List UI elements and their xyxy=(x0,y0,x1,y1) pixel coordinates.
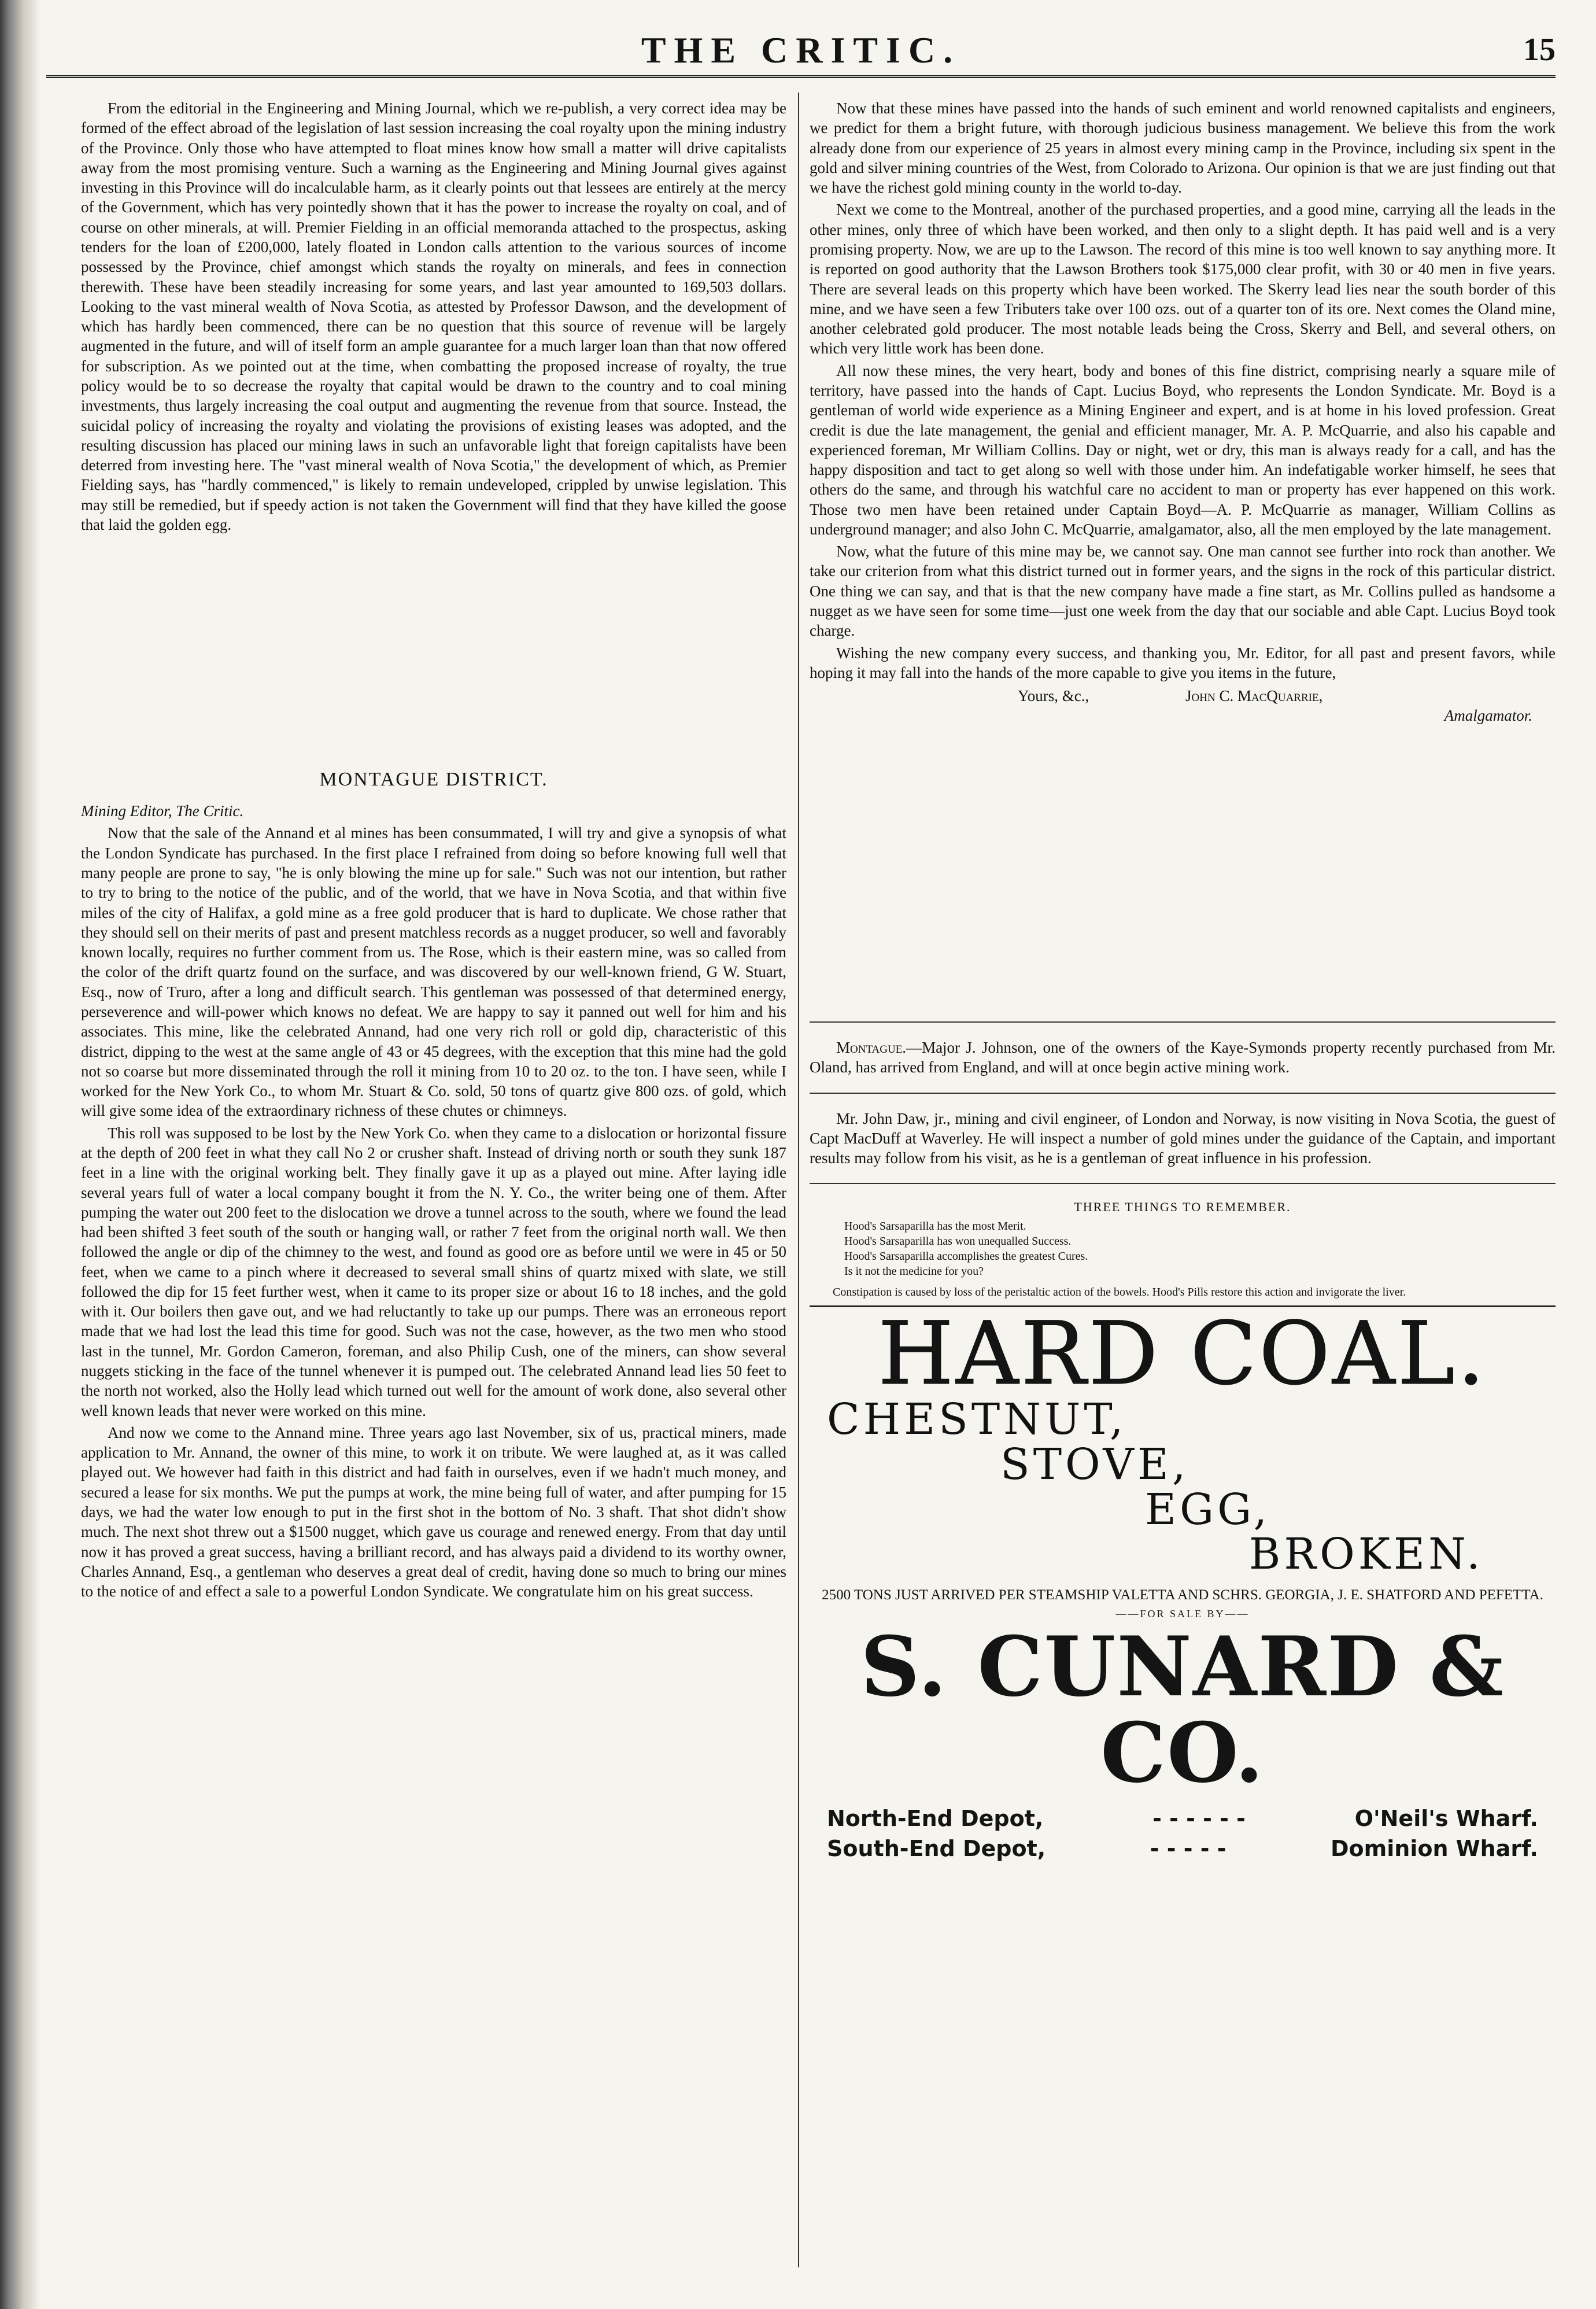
reminder-item: Hood's Sarsaparilla has won unequalled Success. xyxy=(844,1235,1072,1248)
masthead: THE CRITIC. xyxy=(641,29,961,71)
reminder-item: Is it not the medicine for you? xyxy=(844,1265,984,1278)
coal-type-broken: BROKEN. xyxy=(1249,1529,1484,1580)
letter-paragraph: Wishing the new company every success, and thanking you, Mr. Editor, for all past and present favors, while hoping it may fall into the hands of the more capable to give you items in the future, xyxy=(810,644,1556,681)
letter-paragraph: Now that these mines have passed into the hands of such eminent and world renowned capitalists and engineers, we predict for them a bright future, with thorough judicious business management. We believe this from the work already done from our experience of 25 years in almost every mining camp in the Province, including six spent in the gold and silver mining countries of the West, from Colorado to Arizona. Our opinion is that we are just finding out that we have the richest gold mining county in the world to-day. xyxy=(810,99,1556,197)
letter-paragraph: All now these mines, the very heart, body and bones of this fine district, comprising nearly a square mile of territory, have passed into the hands of Capt. Lucius Boyd, who represents the London Syndicate. Mr. Boyd is a gentleman of world wide experience as a Mining Engineer and expert, and is at home in his loved profession. Great credit is due the late management, the genial and efficient manager, Mr. A. P. McQuarrie, and also his capable and experienced foreman, Mr William Collins. Day or night, wet or dry, this man is always ready for a call, and has the happy disposition and tact to get along so well with those under him. An indefatigable worker himself, he sees that others do the same, and through his watchful care no accident to man or property has ever happened on this work. Those two men have been retained under Captain Boyd—A. P. McQuarrie as manager, William Collins as underground manager; and also John C. McQuarrie, amalgamator, also, all the men employed by the late management. xyxy=(810,362,1556,538)
section-rule xyxy=(810,1183,1556,1184)
news-text: Mr. John Daw, jr., mining and civil engineer, of London and Norway, is now visiting in Nova Scotia, the guest of Capt MacDuff at Waverley. He will inspect a number of gold mines under the guidance of the Captain, and important results may follow from his visit, as he is a gentleman of great influence in his profession. xyxy=(810,1109,1556,1167)
letter-signature xyxy=(810,686,1556,726)
page-number: 15 xyxy=(1523,32,1556,68)
news-item-johnson xyxy=(810,1038,1556,1078)
letter-paragraph: Next we come to the Montreal, another of the purchased properties, and a good mine, carrying all the leads in the other mines, only three of which have been worked, and then only to a slight depth. It has paid well and is a very promising property. Now, we are up to the Lawson. The record of this mine is too well known to say anything more. It is reported on good authority that the Lawson Brothers took $175,000 clear profit, with 30 or 40 men in five years. There are several leads on this property which have been worked. The Skerry lead lies near the south border of this mine, and we have seen a few Tributers take over 100 ozs. out of a quarter ton of its ore. Next comes the Oland mine, another celebrated gold producer. The most notable leads being the Cross, Skerry and Bell, and several others, on which very little work has been done. xyxy=(810,201,1556,357)
reminder-item: Hood's Sarsaparilla has the most Merit. xyxy=(844,1220,1026,1233)
editorial-paragraph: From the editorial in the Engineering and Mining Journal, which we re-publish, a very correct idea may be formed of the effect abroad of the legislation of last session increasing the coal royalty upon the mining industry of the Province. Only those who have attempted to float mines know how small a matter will drive capitalists away from the most promising venture. Such a warning as the Engineering and Mining Journal gives against investing in this Province will do incalculable harm, as it clearly points out that lessees are entirely at the mercy of the Government, which has very pointedly shown that it has the power to increase the royalty on coal, and of course on other minerals, at will. Premier Fielding in an official memoranda attached to the prospectus, asking tenders for the loan of £200,000, lately floated in London calls attention to the various sources of income possessed by the Province, chief amongst which stands the royalty on minerals, and fees in connection therewith. These have been steadily increasing for some years, and last year amounted to 169,503 dollars. Looking to the vast mineral wealth of Nova Scotia, as attested by Professor Dawson, and the development of which has hardly been commenced, there can be no question that this source of revenue will be largely augmented in the future, and will of itself form an ample guarantee for a much larger loan than that now offered for subscription. As we pointed out at the time, when combatting the proposed increase of royalty, the true policy would be to so decrease the royalty that capital would be drawn to the country and to coal mining investments, thus largely increasing the coal output and augmenting the revenue from that source. Instead, the suicidal policy of increasing the royalty and violating the provisions of existing leases was adopted, and the resulting discussion has placed our mining laws in such an unfavorable light that foreign capitalists have been deterred from investing here. The "vast mineral wealth of Nova Scotia," the development of which, as Premier Fielding says, has "hardly commenced," is likely to remain undeveloped, crippled by unwise legislation. This may still be remedied, but if speedy action is not taken the Government will find that they have killed the goose that laid the golden egg. xyxy=(81,99,786,533)
coal-advertisement xyxy=(810,1305,1556,1862)
reminder-title: THREE THINGS TO REMEMBER. xyxy=(1074,1200,1291,1215)
ad-for-sale: ——FOR SALE BY—— xyxy=(1115,1608,1250,1620)
section-title: MONTAGUE DISTRICT. xyxy=(319,769,548,790)
ad-company-name: S. CUNARD & CO. xyxy=(860,1618,1505,1802)
coal-type-chestnut: CHESTNUT, xyxy=(827,1395,1127,1445)
letter-body-right xyxy=(810,98,1556,1006)
signature-closing: Yours, &c., xyxy=(1018,687,1089,705)
coal-type-stove: STOVE, xyxy=(1000,1440,1189,1490)
reminder-list xyxy=(844,1219,1556,1279)
ad-headline: HARD COAL. xyxy=(878,1304,1487,1405)
letter-byline: Mining Editor, The Critic. xyxy=(81,802,244,820)
signature-name: John C. MacQuarrie, xyxy=(1185,687,1323,705)
reminder-item: Hood's Sarsaparilla accomplishes the greatest Cures. xyxy=(844,1250,1088,1263)
news-text: —Major J. Johnson, one of the owners of the Kaye-Symonds property recently purchased from Mr. Oland, has arrived from England, and will at once begin active mining work. xyxy=(810,1039,1556,1076)
coal-type-egg: EGG, xyxy=(1145,1484,1271,1535)
letter-body-left xyxy=(81,823,786,2304)
letter-paragraph: This roll was supposed to be lost by the New York Co. when they came to a dislocation or horizontal fissure at the depth of 200 feet in what they call No 2 or crusher shaft. Instead of driving north or south they sunk 187 feet in a line with the original working belt. They finally gave it up as a played out mine. After laying idle several years full of water a local company bought it from the N. Y. Co., the writer being one of them. After pumping the water out 200 feet to the dislocation we drove a tunnel across to the south, where we found the lead had been shifted 3 feet south of the south or hanging wall, or rather 7 feet from the original north wall. We then followed the angle or dip of the chimney to the west, and found as good ore as before until we were in 45 or 50 feet, when we came to a pinch where it decreased to several small shins of quartz mixed with slate, we still followed the dip for 15 feet further west, when it came to its proper size or about 16 to 18 inches, and the gold with it. Our boilers then gave out, and we had reluctantly to take up our pumps. There was an erroneous report made that we had lost the lead this time for good. Such was not the case, however, as the two men who stood last in the tunnel, Mr. Gordon Cameron, foreman, and also Philip Cush, one of the miners, can show several nuggets sticking in the face of the tunnel whenever it is pumped out. The celebrated Annand lead lies 50 feet to the north not worked, also the Holly lead which turned out well for the amount of work done, also several other well known leads that never were worked on this mine. xyxy=(81,1124,786,1419)
depot-north xyxy=(827,1805,1538,1832)
right-column xyxy=(810,98,1556,1865)
depot-name: North-End Depot, xyxy=(827,1806,1044,1832)
signature-title: Amalgamator. xyxy=(1444,707,1532,725)
binding-spine xyxy=(0,0,40,2309)
letter-paragraph: Now that the sale of the Annand et al mines has been consummated, I will try and give a synopsis of what the London Syndicate has purchased. In the first place I refrained from doing so before knowing full well that many people are prone to say, "he is only blowing the mine up for sale." Such was not our intention, but rather to try to bring to the notice of the public, and of the world, that we have in Nova Scotia, and that within five miles of the city of Halifax, a gold mine as a free gold producer that is hard to duplicate. We chose rather that they should sell on their merits of past and present matchless records as a nugget producer, so well and favorably known locally, requires no further comment from us. The Rose, which is their eastern mine, was so called from the color of the drift quartz found on the surface, and was discovered by our well-known friend, G W. Stuart, Esq., now of Truro, after a long and difficult search. This gentleman was possessed of that determined energy, perseverence and will-power which knows no defeat. We are happy to say it panned out well for him and his associates. This mine, like the celebrated Annand, had one very rich roll or gold dip, characteristic of this district, dipping to the west at the same angle of 43 or 45 degrees, with the exception that this mine had the gold not so coarse but more disseminated through the roll it mining from 10 to 20 oz. to the ton. I have seen, while I worked for the New York Co., to whom Mr. Stuart & Co. sold, 50 tons of quartz give 800 ozs. of gold, which will give some idea of the extraordinary richness of these chutes or chimneys. xyxy=(81,824,786,1120)
editorial-article xyxy=(81,98,786,752)
depot-dashes: - - - - - xyxy=(1150,1836,1226,1862)
depot-dashes: - - - - - - xyxy=(1152,1806,1246,1832)
depot-location: O'Neil's Wharf. xyxy=(1354,1806,1538,1832)
letter-paragraph: And now we come to the Annand mine. Three years ago last November, six of us, practical miners, made application to Mr. Annand, the owner of this mine, to work it on tribute. We were laughed at, as it was called played out. We however had faith in this district and had faith in ourselves, even if we hadn't much money, and secured a lease for six months. We put the pumps at work, the mine being full of water, and after pumping for 15 days, we had the water low enough to put in the first shot in the bottom of No. 3 shaft. That shot didn't show much. The next shot threw out a $1500 nugget, which gave us courage and renewed energy. From that day until now it has proved a great success, having a brilliant record, and has always paid a dividend to its worthy owner, Charles Annand, Esq., a gentleman who deserves a great deal of credit, having done so much to bring our mines to the notice of and effect a sale to a powerful London Syndicate. We congratulate him on his great success. xyxy=(81,1423,786,1600)
news-lead: Montague. xyxy=(836,1039,907,1056)
news-item-daw xyxy=(810,1109,1556,1168)
section-rule xyxy=(810,1093,1556,1094)
column-divider xyxy=(798,93,799,2267)
depot-location: Dominion Wharf. xyxy=(1331,1836,1538,1862)
section-rule xyxy=(810,1021,1556,1023)
left-column xyxy=(81,98,786,2304)
depot-name: South-End Depot, xyxy=(827,1836,1046,1862)
constipation-notice: Constipation is caused by loss of the peristaltic action of the bowels. Hood's Pills restore this action and invigorate the liver. xyxy=(833,1286,1406,1299)
ad-arrival-notice: 2500 TONS JUST ARRIVED PER STEAMSHIP VALETTA AND SCHRS. GEORGIA, J. E. SHATFORD AND PEFETTA. xyxy=(822,1587,1543,1603)
letter-paragraph: Now, what the future of this mine may be, we cannot say. One man cannot see further into rock than another. We take our criterion from what this district turned out in former years, and the signs in the rock of this particular district. One thing we can say, and that is that the new company have made a fine start, as Mr. Collins pulled as handsome a nugget as we have seen for some time—just one week from the day that our sociable and able Capt. Lucius Boyd took charge. xyxy=(810,543,1556,640)
page-header xyxy=(46,23,1556,78)
depot-south xyxy=(827,1835,1538,1862)
